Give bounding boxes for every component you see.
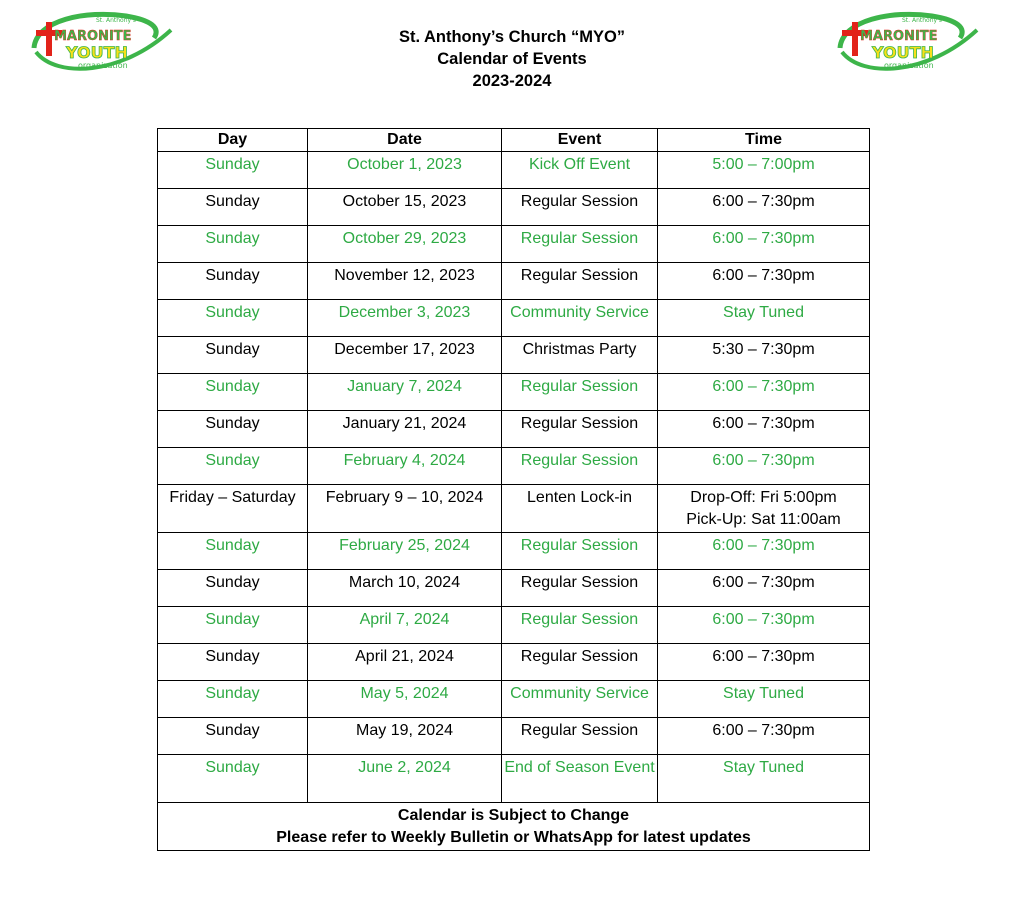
cell-date: March 10, 2024 xyxy=(308,570,502,607)
cell-date: May 5, 2024 xyxy=(308,681,502,718)
header-title: Calendar of Events xyxy=(437,50,587,68)
cell-time-line-1: 6:00 – 7:30pm xyxy=(712,452,815,469)
cell-day: Sunday xyxy=(158,337,308,374)
cell-time-line-1: 6:00 – 7:30pm xyxy=(712,378,815,395)
cell-time xyxy=(658,189,870,226)
table-row xyxy=(158,485,870,533)
logo-text-maronite: MARONITE xyxy=(54,29,132,44)
table-row xyxy=(158,226,870,263)
cell-time-line-1: 6:00 – 7:30pm xyxy=(712,611,815,628)
cell-event: Regular Session xyxy=(502,226,658,263)
footer-refer-updates: Please refer to Weekly Bulletin or WhatsApp for latest updates xyxy=(276,829,751,846)
cell-time-line-1: 6:00 – 7:30pm xyxy=(712,415,815,432)
cell-time-line-1: 5:30 – 7:30pm xyxy=(712,341,815,358)
cell-event: Community Service xyxy=(502,300,658,337)
cell-event: Regular Session xyxy=(502,374,658,411)
logo-text-organization: organization xyxy=(78,61,128,70)
table-row xyxy=(158,300,870,337)
maronite-youth-logo-svg xyxy=(832,8,982,78)
cell-day: Sunday xyxy=(158,300,308,337)
logo-text-top: St. Anthony's xyxy=(96,17,136,24)
table-row xyxy=(158,607,870,644)
cell-date: June 2, 2024 xyxy=(308,755,502,803)
table-body xyxy=(158,152,870,803)
maronite-youth-logo-icon xyxy=(26,8,176,78)
cell-date: January 7, 2024 xyxy=(308,374,502,411)
cell-day: Sunday xyxy=(158,152,308,189)
table-row xyxy=(158,263,870,300)
cell-date: January 21, 2024 xyxy=(308,411,502,448)
column-header-date: Date xyxy=(308,129,502,152)
table-footer-note xyxy=(158,803,870,851)
cell-event: Regular Session xyxy=(502,644,658,681)
cell-day: Sunday xyxy=(158,263,308,300)
logo-text-youth: YOUTH xyxy=(872,43,934,62)
table-row xyxy=(158,189,870,226)
cell-time xyxy=(658,300,870,337)
cell-date: October 15, 2023 xyxy=(308,189,502,226)
cell-time-line-1: 6:00 – 7:30pm xyxy=(712,267,815,284)
table-row xyxy=(158,411,870,448)
cell-day: Sunday xyxy=(158,644,308,681)
logo-text-maronite: MARONITE xyxy=(860,29,938,44)
table-row xyxy=(158,644,870,681)
cell-event: Kick Off Event xyxy=(502,152,658,189)
cell-event: Regular Session xyxy=(502,607,658,644)
cell-day: Sunday xyxy=(158,226,308,263)
table-row xyxy=(158,374,870,411)
cell-event: Regular Session xyxy=(502,263,658,300)
cell-time-line-1: 6:00 – 7:30pm xyxy=(712,193,815,210)
cell-date: October 29, 2023 xyxy=(308,226,502,263)
table-header-row xyxy=(158,129,870,152)
cell-event: Regular Session xyxy=(502,411,658,448)
cell-day: Sunday xyxy=(158,755,308,803)
cell-time xyxy=(658,718,870,755)
cell-time xyxy=(658,681,870,718)
cell-day: Sunday xyxy=(158,189,308,226)
cell-time-line-1: 6:00 – 7:30pm xyxy=(712,537,815,554)
cell-time xyxy=(658,448,870,485)
cell-day: Sunday xyxy=(158,411,308,448)
cell-day: Sunday xyxy=(158,570,308,607)
cell-time xyxy=(658,570,870,607)
cell-date: December 17, 2023 xyxy=(308,337,502,374)
cell-time-line-1: 5:00 – 7:00pm xyxy=(712,156,815,173)
cell-event: End of Season Event xyxy=(502,755,658,803)
cell-time xyxy=(658,485,870,533)
cell-date: October 1, 2023 xyxy=(308,152,502,189)
cell-event: Regular Session xyxy=(502,448,658,485)
cell-date: November 12, 2023 xyxy=(308,263,502,300)
cell-time-line-1: Stay Tuned xyxy=(723,759,804,776)
cell-day: Friday – Saturday xyxy=(158,485,308,533)
cell-time xyxy=(658,337,870,374)
table-row xyxy=(158,681,870,718)
cell-day: Sunday xyxy=(158,718,308,755)
cell-time-line-1: 6:00 – 7:30pm xyxy=(712,574,815,591)
cell-time-line-1: Stay Tuned xyxy=(723,304,804,321)
cell-time-line-1: 6:00 – 7:30pm xyxy=(712,230,815,247)
table-row xyxy=(158,755,870,803)
cell-date: April 21, 2024 xyxy=(308,644,502,681)
cell-event: Christmas Party xyxy=(502,337,658,374)
table-row xyxy=(158,533,870,570)
maronite-youth-logo-svg xyxy=(26,8,176,78)
cell-time xyxy=(658,374,870,411)
footer-subject-to-change: Calendar is Subject to Change xyxy=(397,807,630,824)
cell-time xyxy=(658,411,870,448)
cell-time xyxy=(658,644,870,681)
cell-event: Regular Session xyxy=(502,533,658,570)
logo-text-organization: organization xyxy=(884,61,934,70)
logo-text-youth: YOUTH xyxy=(66,43,128,62)
cell-event: Lenten Lock-in xyxy=(502,485,658,533)
cell-time xyxy=(658,263,870,300)
cell-time xyxy=(658,152,870,189)
cell-time xyxy=(658,755,870,803)
document-header xyxy=(262,26,762,92)
cell-time-line-1: Stay Tuned xyxy=(723,685,804,702)
cell-date: February 9 – 10, 2024 xyxy=(308,485,502,533)
cell-time-line-2: Pick-Up: Sat 11:00am xyxy=(686,511,841,528)
cell-time xyxy=(658,533,870,570)
cell-event: Regular Session xyxy=(502,718,658,755)
cell-event: Community Service xyxy=(502,681,658,718)
logo-text-top: St. Anthony's xyxy=(902,17,942,24)
cell-day: Sunday xyxy=(158,533,308,570)
cell-date: February 25, 2024 xyxy=(308,533,502,570)
table-row xyxy=(158,152,870,189)
cell-event: Regular Session xyxy=(502,570,658,607)
cell-day: Sunday xyxy=(158,607,308,644)
cell-day: Sunday xyxy=(158,448,308,485)
cell-time xyxy=(658,226,870,263)
cell-event: Regular Session xyxy=(502,189,658,226)
table-row xyxy=(158,337,870,374)
cell-time-line-1: Drop-Off: Fri 5:00pm xyxy=(690,489,837,506)
cell-day: Sunday xyxy=(158,374,308,411)
column-header-event: Event xyxy=(502,129,658,152)
events-calendar-table xyxy=(157,128,870,851)
table-row xyxy=(158,718,870,755)
cell-day: Sunday xyxy=(158,681,308,718)
cell-date: February 4, 2024 xyxy=(308,448,502,485)
column-header-day: Day xyxy=(158,129,308,152)
cell-date: April 7, 2024 xyxy=(308,607,502,644)
cell-date: December 3, 2023 xyxy=(308,300,502,337)
maronite-youth-logo-icon xyxy=(832,8,982,78)
table-row xyxy=(158,570,870,607)
column-header-time: Time xyxy=(658,129,870,152)
table-row xyxy=(158,448,870,485)
header-church-name: St. Anthony’s Church “MYO” xyxy=(398,28,626,46)
cell-time xyxy=(658,607,870,644)
table-footer-row xyxy=(158,803,870,851)
cell-time-line-1: 6:00 – 7:30pm xyxy=(712,648,815,665)
cell-time-line-1: 6:00 – 7:30pm xyxy=(712,722,815,739)
cell-date: May 19, 2024 xyxy=(308,718,502,755)
header-year: 2023-2024 xyxy=(472,72,552,90)
